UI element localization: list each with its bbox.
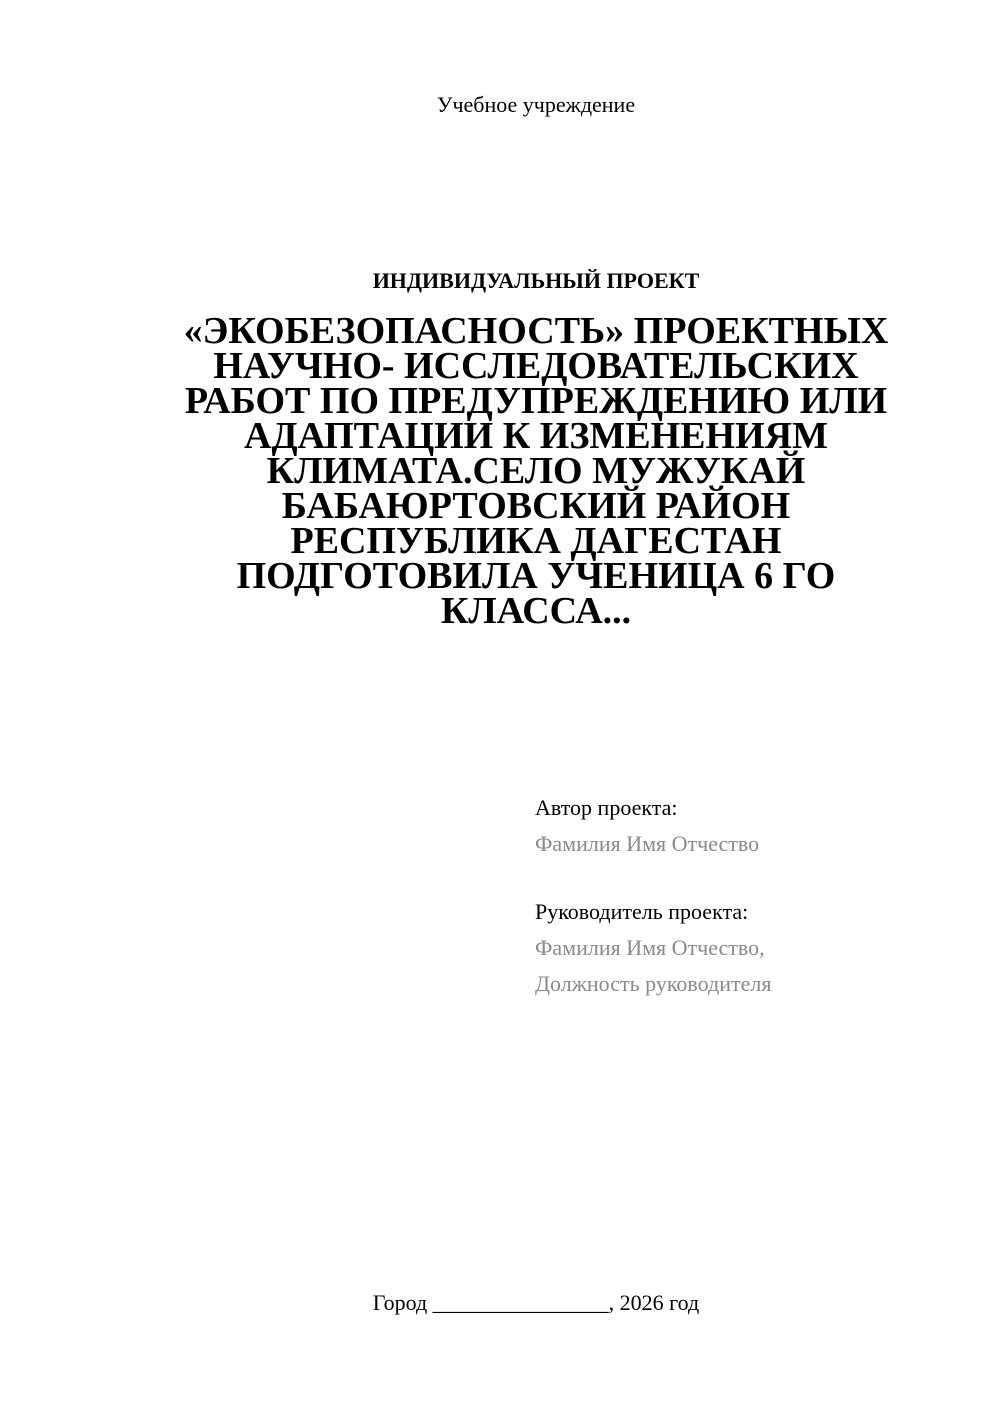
author-label: Автор проекта: — [535, 795, 678, 820]
supervisor-name: Фамилия Имя Отчество, — [535, 935, 765, 960]
credits-spacer — [535, 862, 771, 894]
supervisor-label: Руководитель проекта: — [535, 899, 749, 924]
city-year-footer: Город ________________, 2026 год — [372, 1290, 700, 1315]
credits-block — [535, 790, 771, 1002]
project-type-heading: ИНДИВИДУАЛЬНЫЙ ПРОЕКТ — [372, 268, 700, 293]
author-name: Фамилия Имя Отчество — [535, 831, 760, 856]
institution-name: Учебное учреждение — [436, 92, 636, 117]
supervisor-position: Должность руководителя — [535, 971, 772, 996]
project-title: «ЭКОБЕЗОПАСНОСТЬ» ПРОЕКТНЫХ НАУЧНО- ИССЛЕДОВАТЕЛЬСКИХ РАБОТ ПО ПРЕДУПРЕЖДЕНИЮ ИЛИ АДАПТАЦИИ К ИЗМЕНЕНИЯМ КЛИМАТА.СЕЛО МУЖУКАЙ БАБАЮРТОВСКИЙ РАЙОН РЕСПУБЛИКА ДАГЕСТАН ПОДГОТОВИЛА УЧЕНИЦА 6 ГО КЛАССА... — [183, 310, 889, 632]
